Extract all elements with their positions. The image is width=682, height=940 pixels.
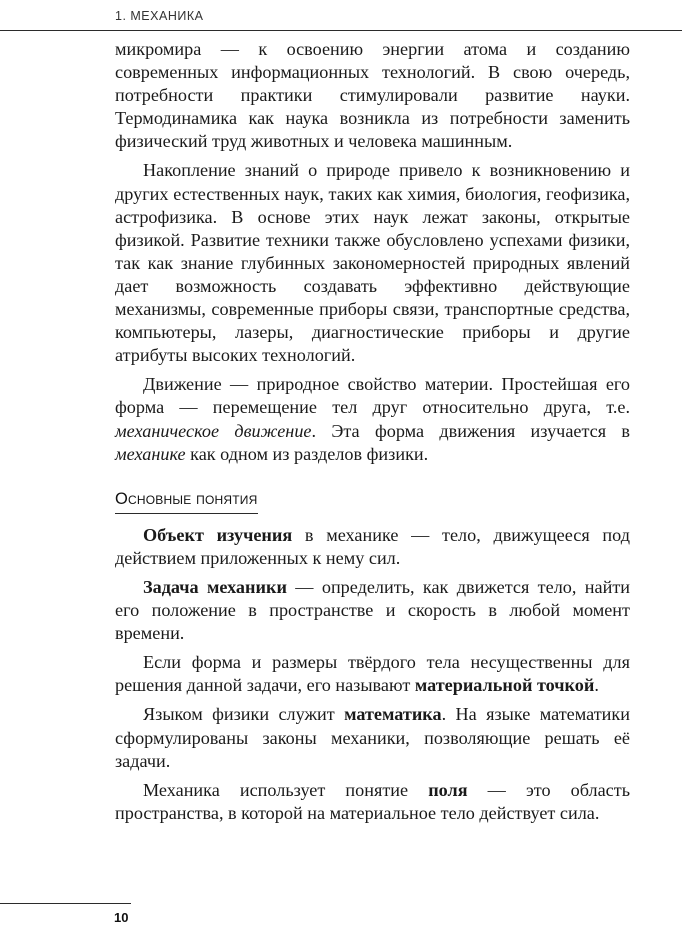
- paragraph-material-point: [115, 651, 630, 697]
- paragraph-field: [115, 779, 630, 825]
- bold-term: Объект изучения: [143, 524, 293, 545]
- footer-rule: [0, 903, 131, 904]
- bold-term: материальной точкой: [414, 675, 595, 696]
- text-run: — определить, как движется тело, найти его положение в пространстве и скорость в любой момент времени.: [115, 576, 630, 644]
- paragraph-task-of-mechanics: [115, 576, 630, 645]
- text-run: . На языке математики сформулированы законы механики, позволяющие решать её задачи.: [115, 704, 630, 771]
- text-run: Механика использует понятие: [143, 779, 429, 800]
- bold-term: поля: [428, 779, 468, 800]
- bold-term: математика: [344, 704, 442, 725]
- running-head: 1. МЕХАНИКА: [115, 9, 204, 23]
- paragraph-mathematics: [115, 703, 630, 772]
- page-number: 10: [114, 910, 129, 925]
- text-run: Движение — природное свойство материи. Простейшая его форма — перемещение тел друг относительно друга, т.е.: [115, 374, 630, 418]
- italic-term-mechanics: механике: [115, 443, 186, 464]
- paragraph-intro-1: микромира — к освоению энергии атома и созданию современных информационных технологий. В свою очередь, потребности практики стимулировали развитие науки. Термодинамика как наука возникла из потребности заменить физический труд животных и человека машинным.: [115, 39, 630, 152]
- paragraph-intro-2: Накопление знаний о природе привело к возникновению и других естественных наук, таких как химия, биология, геофизика, астрофизика. В основе этих наук лежат законы, открытые физикой. Развитие техники также обусловлено успехами физики, так как знание глубинных закономерностей природных явлений дает возможность создавать эффективно действующие механизмы, современные приборы связи, транспортные средства, компьютеры, лазеры, диагностические приборы и другие атрибуты высоких технологий.: [115, 160, 630, 366]
- text-run: .: [594, 675, 599, 696]
- text-run: как одном из разделов физики.: [185, 443, 429, 464]
- text-run: в механике — тело, движущееся под действием приложенных к нему сил.: [115, 524, 630, 568]
- header-rule: [0, 30, 682, 31]
- text-run: . Эта форма движения изучается в: [311, 420, 630, 441]
- section-heading: Основные понятия: [115, 488, 258, 514]
- paragraph-object-of-study: [115, 524, 630, 570]
- paragraph-intro-3: [115, 373, 630, 465]
- italic-term-mechanical-motion: механическое движение: [115, 420, 312, 441]
- page-body: [115, 38, 630, 825]
- bold-term: Задача механики: [143, 576, 287, 597]
- text-run: Если форма и размеры твёрдого тела несущественны для решения данной задачи, его называют: [115, 652, 630, 696]
- text-run: Языком физики служит: [143, 704, 345, 725]
- section-body: [115, 524, 630, 825]
- text-run: — это область пространства, в которой на материальное тело действует сила.: [115, 779, 630, 823]
